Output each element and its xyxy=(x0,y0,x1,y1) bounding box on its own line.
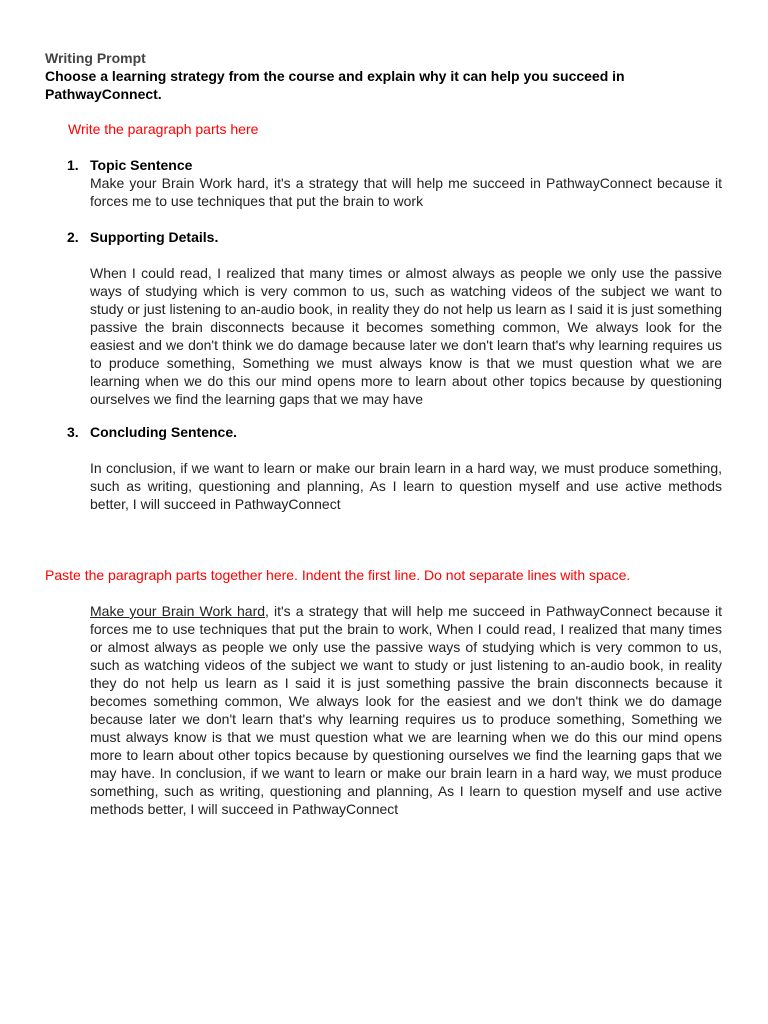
topic-sentence-text: Make your Brain Work hard, it's a strategy that will help me succeed in PathwayConnect because it forces me to use techniques that put the brain to work xyxy=(90,175,722,209)
section-number: 3. xyxy=(67,424,79,440)
combined-rest: , it's a strategy that will help me succeed in PathwayConnect because it forces me to use techniques that put the brain to work, When I could read, I realized that many times or almost always as people we only use the passive ways of studying which is very common to us, such as watching videos of the subject we want to study or just listening to an-audio book, in reality they do not help us learn as I said it is just something passive the brain disconnects because it becomes something common, We always look for the easiest and we don't think we do damage because later we don't learn that's why learning requires us to produce something, Something we must always know is that we must question what we are learning when we do this our mind opens more to learn about other topics because by questioning ourselves we find the learning gaps that we may have. In conclusion, if we want to learn or make our brain learn in a hard way, we must produce something, such as writing, questioning and planning, As I learn to question myself and use active methods better, I will succeed in PathwayConnect xyxy=(90,603,722,817)
supporting-details-text: When I could read, I realized that many times or almost always as people we only use the passive ways of studying which is very common to us, such as watching videos of the subject we want to study or just listening to an-audio book, in reality they do not help us learn as I said it is just something passive the brain disconnects because it becomes something common, We always look for the easiest and we don't think we do damage because later we don't learn that's why learning requires us to produce something, Something we must always know is that we must question what we are learning when we do this our mind opens more to learn about other topics because by questioning ourselves we find the learning gaps that we may have xyxy=(90,265,722,407)
section-number: 1. xyxy=(67,157,79,173)
section-heading xyxy=(67,156,722,174)
section-heading xyxy=(67,423,722,441)
section-heading xyxy=(67,228,722,246)
combined-paragraph xyxy=(90,602,722,818)
paste-parts-instruction: Paste the paragraph parts together here. Indent the first line. Do not separate lines with space. xyxy=(45,567,631,583)
section-title: Topic Sentence xyxy=(90,157,193,173)
concluding-sentence-text: In conclusion, if we want to learn or make our brain learn in a hard way, we must produce something, such as writing, questioning and planning, As I learn to question myself and use active methods better, I will succeed in PathwayConnect xyxy=(90,460,722,512)
section-title: Concluding Sentence. xyxy=(90,424,238,440)
section-number: 2. xyxy=(67,229,79,245)
topic-sentence-section xyxy=(67,156,722,210)
write-parts-instruction: Write the paragraph parts here xyxy=(68,121,259,137)
combined-underlined-lead: Make your Brain Work hard xyxy=(90,603,266,619)
supporting-details-section xyxy=(67,228,722,408)
concluding-sentence-section xyxy=(67,423,722,513)
prompt-question: Choose a learning strategy from the course and explain why it can help you succeed in PathwayConnect. xyxy=(45,68,625,102)
prompt-label: Writing Prompt xyxy=(45,50,146,66)
section-title: Supporting Details. xyxy=(90,229,219,245)
